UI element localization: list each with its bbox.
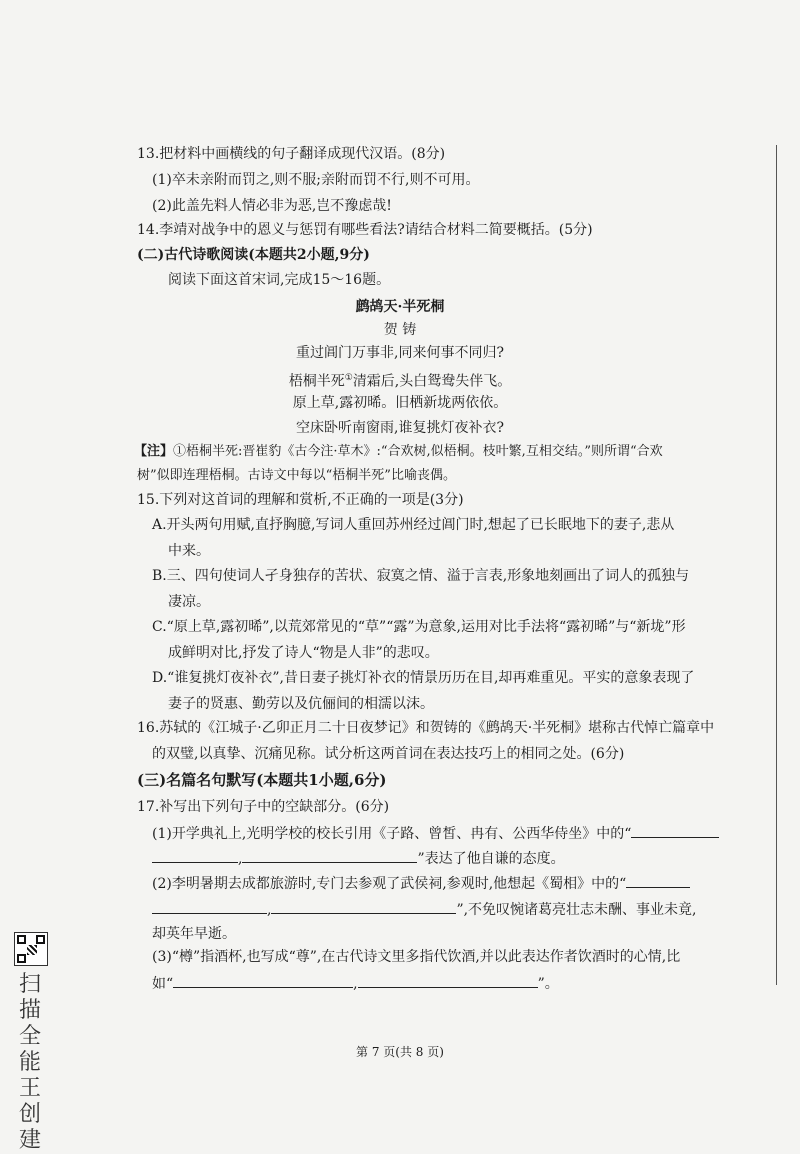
scanner-watermark: 扫描全能王 创建 <box>18 972 41 1153</box>
q17-part-3-text: 如“ <box>152 976 174 992</box>
q17-part-3-end: ”。 <box>537 976 559 992</box>
section-3-title: (三)名篇名句默写(本题共1小题,6分) <box>137 771 387 789</box>
qr-finder-bl <box>17 954 26 963</box>
q13-sentence-2: (2)此盖先料人情必非为恶,岂不豫虑哉! <box>152 198 392 214</box>
q16-line-2: 的双璧,以真挚、沉痛见称。试分析这两首词在表达技巧上的相同之处。(6分) <box>152 746 625 762</box>
section-2-title: (二)古代诗歌阅读(本题共2小题,9分) <box>137 247 370 263</box>
note-text-1: ①梧桐半死:晋崔豹《古今注·草木》:“合欢树,似梧桐。枝叶繁,互相交结。”则所谓“合欢 <box>173 444 663 459</box>
page-footer: 第 7 页(共 8 页) <box>356 1045 444 1059</box>
q17-part-1-end: ”表达了他自谦的态度。 <box>417 851 565 867</box>
q16-line-1: 16.苏轼的《江城子·乙卯正月二十日夜梦记》和贺铸的《鹧鸪天·半死桐》堪称古代悼亡篇章中 <box>137 720 715 736</box>
q15-stem: 15.下列对这首词的理解和赏析,不正确的一项是(3分) <box>137 492 464 508</box>
q17-part-1-line-1 <box>152 823 719 844</box>
q15-option-d-1: D.“谁复挑灯夜补衣”,昔日妻子挑灯补衣的情景历历在目,却再难重见。平实的意象表现了 <box>152 670 695 686</box>
qr-finder-tr <box>36 935 45 944</box>
blank-2[interactable] <box>152 848 238 863</box>
q15-option-b-1: B.三、四句使词人孑身独存的苦状、寂寞之情、溢于言表,形象地刻画出了词人的孤独与 <box>152 568 690 584</box>
q13-sentence-1: (1)卒未亲附而罚之,则不服;亲附而罚不行,则不可用。 <box>152 172 480 188</box>
poem-line-2-b: 清霜后,头白鸳鸯失伴飞。 <box>352 373 512 390</box>
q15-option-a-2: 中来。 <box>168 543 210 559</box>
poem-author: 贺 铸 <box>383 322 417 338</box>
note-line-1 <box>134 442 663 462</box>
q15-option-c-1: C.“原上草,露初晞”,以荒郊常见的“草”“露”为意象,运用对比手法将“露初晞”与“新垅”形 <box>152 619 686 635</box>
q17-part-1-text: (1)开学典礼上,光明学校的校长引用《子路、曾皙、冉有、公西华侍坐》中的“ <box>152 826 632 842</box>
q15-option-c-2: 成鲜明对比,抒发了诗人“物是人非”的悲叹。 <box>168 645 439 661</box>
blank-7[interactable] <box>173 973 353 988</box>
poem-line-2 <box>0 368 800 392</box>
margin-line <box>776 145 777 985</box>
note-line-2: 树”似即连理梧桐。古诗文中每以“梧桐半死”比喻丧偶。 <box>137 468 456 483</box>
separator-2: , <box>267 902 272 918</box>
q17-part-2-line-3: 却英年早逝。 <box>152 926 236 942</box>
blank-1[interactable] <box>631 823 719 838</box>
blank-5[interactable] <box>152 899 267 914</box>
blank-8[interactable] <box>358 973 538 988</box>
q15-option-b-2: 凄凉。 <box>168 594 210 610</box>
blank-4[interactable] <box>626 873 690 888</box>
qr-finder-tl <box>17 935 26 944</box>
blank-6[interactable] <box>271 899 456 914</box>
q15-option-a-1: A.开头两句用赋,直抒胸臆,写词人重回苏州经过阊门时,想起了已长眠地下的妻子,悲从 <box>152 517 675 533</box>
poem-line-1: 重过阊门万事非,同来何事不同归? <box>296 345 504 361</box>
note-tag: 【注】 <box>134 444 174 459</box>
q17-part-2-line-1 <box>152 873 690 894</box>
q17-part-1-line-2 <box>152 848 565 869</box>
qr-pattern <box>27 945 37 955</box>
blank-3[interactable] <box>242 848 417 863</box>
separator-3: , <box>353 976 358 992</box>
q17-part-2-line-2 <box>152 899 697 920</box>
qr-code-icon <box>14 932 48 966</box>
q17-stem: 17.补写出下列句子中的空缺部分。(6分) <box>137 799 390 815</box>
poem-line-2-a: 梧桐半死 <box>288 373 345 390</box>
q17-part-2-end: ”,不免叹惋诸葛亮壮志未酬、事业未竟, <box>456 902 697 918</box>
footnote-marker: ① <box>344 373 353 383</box>
section-2-intro: 阅读下面这首宋词,完成15～16题。 <box>168 272 391 288</box>
q13-stem: 13.把材料中画横线的句子翻译成现代汉语。(8分) <box>137 146 446 162</box>
poem-line-3: 原上草,露初晞。旧栖新垅两依依。 <box>292 395 508 411</box>
poem-line-4: 空床卧听南窗雨,谁复挑灯夜补衣? <box>296 420 504 436</box>
poem-title: 鹧鸪天·半死桐 <box>355 299 445 315</box>
q14-text: 14.李靖对战争中的恩义与惩罚有哪些看法?请结合材料二简要概括。(5分) <box>137 222 593 238</box>
q17-part-3-line-1: (3)“樽”指酒杯,也写成“尊”,在古代诗文里多指代饮酒,并以此表达作者饮酒时的心情,比 <box>152 949 681 965</box>
separator-1: , <box>238 851 243 867</box>
q17-part-3-line-2 <box>152 973 559 994</box>
q15-option-d-2: 妻子的贤惠、勤劳以及伉俪间的相濡以沫。 <box>168 696 434 712</box>
q17-part-2-text: (2)李明暑期去成都旅游时,专门去参观了武侯祠,参观时,他想起《蜀相》中的“ <box>152 876 627 892</box>
